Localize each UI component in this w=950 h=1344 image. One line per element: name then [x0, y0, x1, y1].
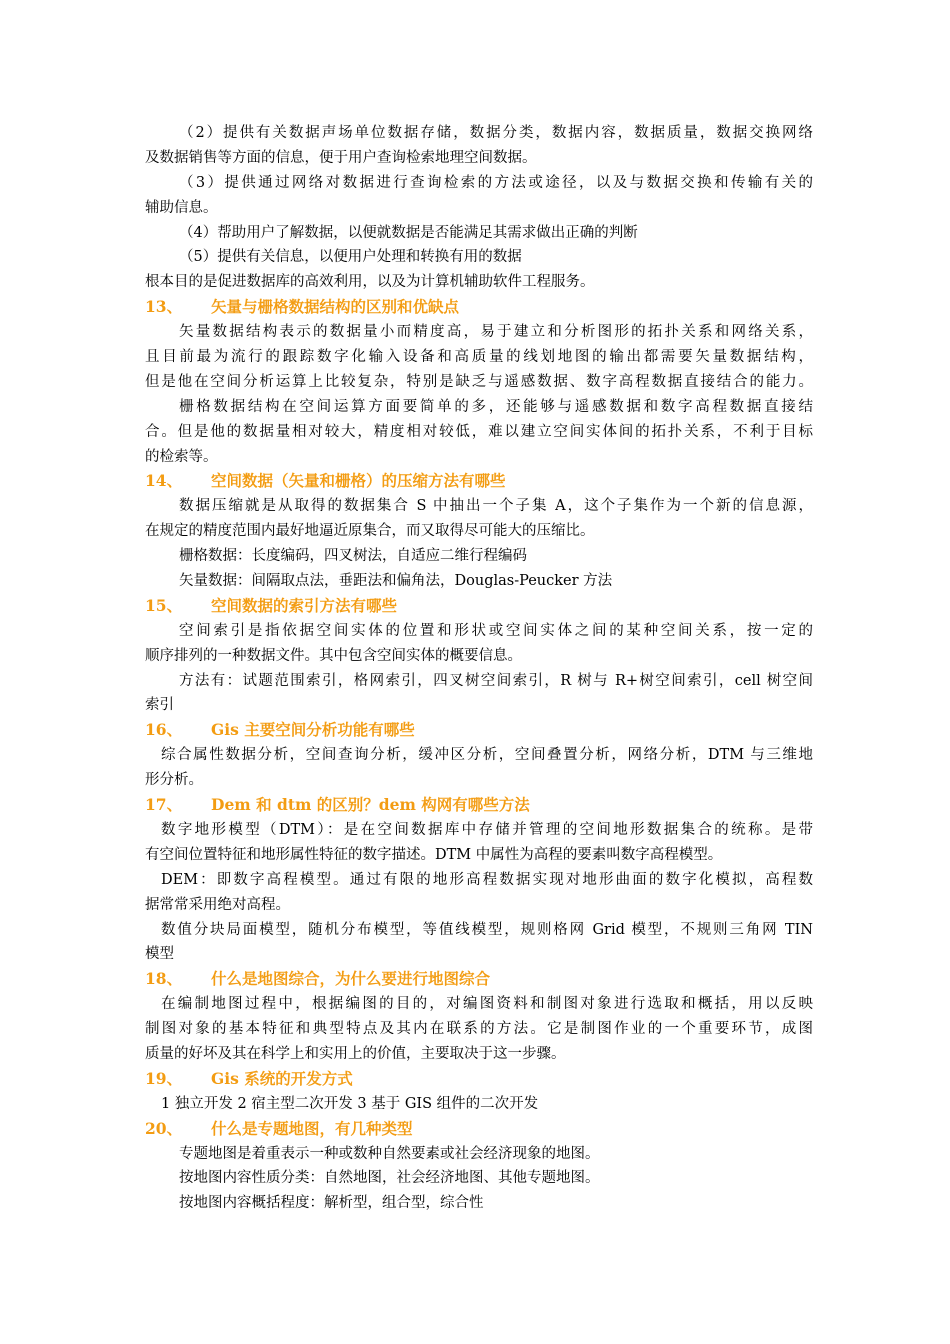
paragraph-line: （5）提供有关信息，以便用户处理和转换有用的数据 [179, 249, 522, 266]
paragraph-line: 质量的好坏及其在科学上和实用上的价值，主要取决于这一步骤。 [145, 1045, 566, 1062]
section-number: 20、 [145, 1118, 183, 1138]
section-title: Gis 主要空间分析功能有哪些 [211, 720, 415, 740]
paragraph-line: 栅格数据：长度编码，四叉树法，自适应二维行程编码 [179, 548, 527, 565]
paragraph-line: 合。但是他的数据量相对较大，精度相对较低，难以建立空间实体间的拓扑关系，不利于目标 [145, 423, 813, 440]
paragraph-line: 索引 [145, 697, 174, 714]
paragraph-line: （2）提供有关数据声场单位数据存储，数据分类，数据内容，数据质量，数据交换网络 [179, 125, 813, 141]
paragraph-line: 但是他在空间分析运算上比较复杂，特别是缺乏与遥感数据、数字高程数据直接结合的能力。 [145, 373, 813, 390]
section-title: 矢量与栅格数据结构的区别和优缺点 [211, 297, 460, 317]
paragraph-line: 矢量数据结构表示的数据量小而精度高，易于建立和分析图形的拓扑关系和网络关系， [179, 324, 813, 341]
section-heading [145, 718, 813, 743]
section-number: 13、 [145, 297, 183, 317]
section-heading [145, 469, 813, 494]
paragraph-line: 根本目的是促进数据库的高效利用，以及为计算机辅助软件工程服务。 [145, 274, 595, 291]
document-body [145, 121, 813, 1216]
paragraph-line: 按地图内容性质分类：自然地图，社会经济地图、其他专题地图。 [179, 1170, 600, 1187]
paragraph-line: 栅格数据结构在空间运算方面要简单的多，还能够与遥感数据和数字高程数据直接结 [179, 398, 813, 415]
section-title: 空间数据的索引方法有哪些 [211, 595, 398, 615]
paragraph-line: 方法有：试题范围索引，格网索引，四叉树空间索引，R 树与 R+树空间索引，cell 树空间 [179, 672, 813, 689]
section-title: Gis 系统的开发方式 [211, 1068, 353, 1088]
section-title: 什么是地图综合，为什么要进行地图综合 [211, 969, 491, 989]
paragraph-line: 综合属性数据分析，空间查询分析，缓冲区分析，空间叠置分析，网络分析，DTM 与三维地 [161, 747, 813, 764]
paragraph-line: 在规定的精度范围内最好地逼近原集合，而又取得尽可能大的压缩比。 [145, 523, 595, 540]
section-title: 什么是专题地图，有几种类型 [211, 1118, 413, 1138]
paragraph-line: 的检索等。 [145, 448, 218, 465]
paragraph-line: 模型 [145, 946, 174, 963]
paragraph-line: 在编制地图过程中，根据编图的目的，对编图资料和制图对象进行选取和概括，用以反映 [161, 996, 813, 1013]
paragraph-line: 顺序排列的一种数据文件。其中包含空间实体的概要信息。 [145, 647, 522, 664]
section-number: 18、 [145, 969, 183, 989]
paragraph-line: 按地图内容概括程度：解析型，组合型，综合性 [179, 1195, 484, 1212]
section-heading [145, 1067, 813, 1092]
section-number: 17、 [145, 795, 183, 815]
paragraph-line: 空间索引是指依据空间实体的位置和形状或空间实体之间的某种空间关系，按一定的 [179, 622, 813, 639]
paragraph-line: （4）帮助用户了解数据，以便就数据是否能满足其需求做出正确的判断 [179, 224, 638, 241]
paragraph-line: 据常常采用绝对高程。 [145, 896, 290, 913]
paragraph-line: 专题地图是着重表示一种或数种自然要素或社会经济现象的地图。 [179, 1145, 600, 1162]
paragraph-line: 制图对象的基本特征和典型特点及其内在联系的方法。它是制图作业的一个重要环节，成图 [145, 1021, 813, 1038]
section-number: 16、 [145, 720, 183, 740]
section-number: 15、 [145, 595, 183, 615]
section-number: 14、 [145, 471, 183, 491]
paragraph-line: 数字地形模型（DTM）：是在空间数据库中存储并管理的空间地形数据集合的统称。是带 [161, 821, 813, 838]
paragraph-line: （3）提供通过网络对数据进行查询检索的方法或途径，以及与数据交换和传输有关的 [179, 174, 813, 191]
paragraph-line: DEM：即数字高程模型。通过有限的地形高程数据实现对地形曲面的数字化模拟，高程数 [161, 871, 813, 888]
paragraph-line: 1 独立开发 2 宿主型二次开发 3 基于 GIS 组件的二次开发 [161, 1095, 539, 1112]
paragraph-line: 及数据销售等方面的信息，便于用户查询检索地理空间数据。 [145, 149, 537, 166]
paragraph-line: 有空间位置特征和地形属性特征的数字描述。DTM 中属性为高程的要素叫数字高程模型。 [145, 846, 723, 863]
section-number: 19、 [145, 1068, 183, 1088]
paragraph-line: 数据压缩就是从取得的数据集合 S 中抽出一个子集 A，这个子集作为一个新的信息源， [179, 498, 813, 515]
section-heading [145, 594, 813, 619]
paragraph-line: 形分析。 [145, 772, 203, 789]
section-title: 空间数据（矢量和栅格）的压缩方法有哪些 [211, 471, 506, 491]
section-heading [145, 967, 813, 992]
section-heading [145, 295, 813, 320]
section-heading [145, 1117, 813, 1142]
paragraph-line: 且目前最为流行的跟踪数字化输入设备和高质量的线划地图的输出都需要矢量数据结构， [145, 349, 813, 366]
paragraph-line: 矢量数据：间隔取点法，垂距法和偏角法，Douglas-Peucker 方法 [179, 573, 613, 590]
paragraph-line: 数值分块局面模型，随机分布模型，等值线模型，规则格网 Grid 模型，不规则三角网 TIN [161, 921, 813, 938]
section-title: Dem 和 dtm 的区别？dem 构网有哪些方法 [211, 795, 530, 815]
paragraph-line: 辅助信息。 [145, 199, 218, 216]
section-heading [145, 793, 813, 818]
